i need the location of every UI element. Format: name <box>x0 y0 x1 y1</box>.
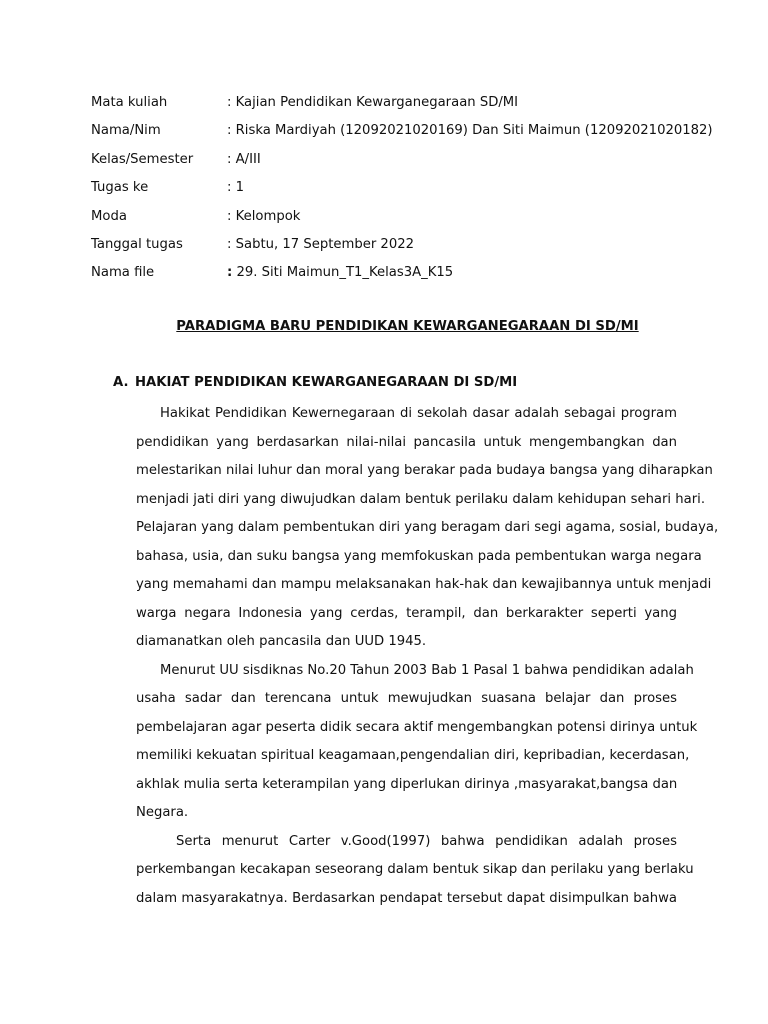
header-value: : A/III <box>227 151 261 167</box>
header-label: Moda <box>91 208 127 224</box>
paragraph-line: akhlak mulia serta keterampilan yang diperlukan dirinya ,masyarakat,bangsa dan <box>136 776 678 792</box>
header-value: : 1 <box>227 180 245 196</box>
header-value: : Kajian Pendidikan Kewarganegaraan SD/MI <box>227 95 519 110</box>
document-title: PARADIGMA BARU PENDIDIKAN KEWARGANEGARAAN DI SD/MI <box>176 319 639 334</box>
header-value: : Kelompok <box>227 208 301 224</box>
header-label: Kelas/Semester <box>91 151 194 167</box>
paragraph-line: diamanatkan oleh pancasila dan UUD 1945. <box>136 634 427 649</box>
header-value: : Sabtu, 17 September 2022 <box>227 236 414 252</box>
header-label: Nama file <box>91 265 155 281</box>
section-title: HAKIAT PENDIDIKAN KEWARGANEGARAAN DI SD/MI <box>135 375 518 390</box>
paragraph-line: pembelajaran agar peserta didik secara aktif mengembangkan potensi dirinya untuk <box>136 719 698 735</box>
header-row <box>91 262 711 290</box>
header-row <box>91 177 711 205</box>
paragraph-line: yang memahami dan mampu melaksanakan hak-hak dan kewajibannya untuk menjadi <box>136 577 712 592</box>
paragraph-line: menjadi jati diri yang diwujudkan dalam bentuk perilaku dalam kehidupan sehari hari. <box>136 491 706 507</box>
paragraph-line: Hakikat Pendidikan Kewernegaraan di sekolah dasar adalah sebagai program <box>160 406 677 421</box>
paragraph-line: Negara. <box>136 805 189 820</box>
header-row <box>91 206 711 234</box>
header-row <box>91 149 711 177</box>
header-label: Mata kuliah <box>91 95 168 110</box>
header-label: Nama/Nim <box>91 123 161 139</box>
document-header <box>91 92 711 291</box>
paragraph-line: Menurut UU sisdiknas No.20 Tahun 2003 Bab 1 Pasal 1 bahwa pendidikan adalah <box>160 662 694 678</box>
paragraph-line: Serta menurut Carter v.Good(1997) bahwa pendidikan adalah proses <box>176 833 677 849</box>
paragraph-line: melestarikan nilai luhur dan moral yang berakar pada budaya bangsa yang diharapkan <box>136 463 713 478</box>
paragraph-line: usaha sadar dan terencana untuk mewujudkan suasana belajar dan proses <box>136 691 677 706</box>
paragraph-line: pendidikan yang berdasarkan nilai-nilai pancasila untuk mengembangkan dan <box>136 434 677 450</box>
header-label: Tugas ke <box>91 180 149 196</box>
header-row <box>91 234 711 262</box>
section-heading <box>113 375 517 390</box>
header-value <box>227 262 453 284</box>
paragraph-line: warga negara Indonesia yang cerdas, terampil, dan berkarakter seperti yang <box>136 605 677 621</box>
paragraph-line: bahasa, usia, dan suku bangsa yang memfokuskan pada pembentukan warga negara <box>136 548 702 564</box>
section-number: A. <box>113 375 129 390</box>
paragraph-line: perkembangan kecakapan seseorang dalam bentuk sikap dan perilaku yang berlaku <box>136 862 694 877</box>
paragraph-line: dalam masyarakatnya. Berdasarkan pendapat tersebut dapat disimpulkan bahwa <box>136 890 677 906</box>
header-row <box>91 92 711 120</box>
paragraph-line: memiliki kekuatan spiritual keagamaan,pengendalian diri, kepribadian, kecerdasan, <box>136 748 690 763</box>
header-value-text: 29. Siti Maimun_T1_Kelas3A_K15 <box>232 265 454 281</box>
header-row <box>91 120 711 148</box>
header-colon: : <box>227 265 233 281</box>
header-label: Tanggal tugas <box>91 236 183 252</box>
header-value: : Riska Mardiyah (12092021020169) Dan Siti Maimun (12092021020182) <box>227 123 713 139</box>
paragraph-line: Pelajaran yang dalam pembentukan diri yang beragam dari segi agama, sosial, budaya, <box>136 520 719 535</box>
